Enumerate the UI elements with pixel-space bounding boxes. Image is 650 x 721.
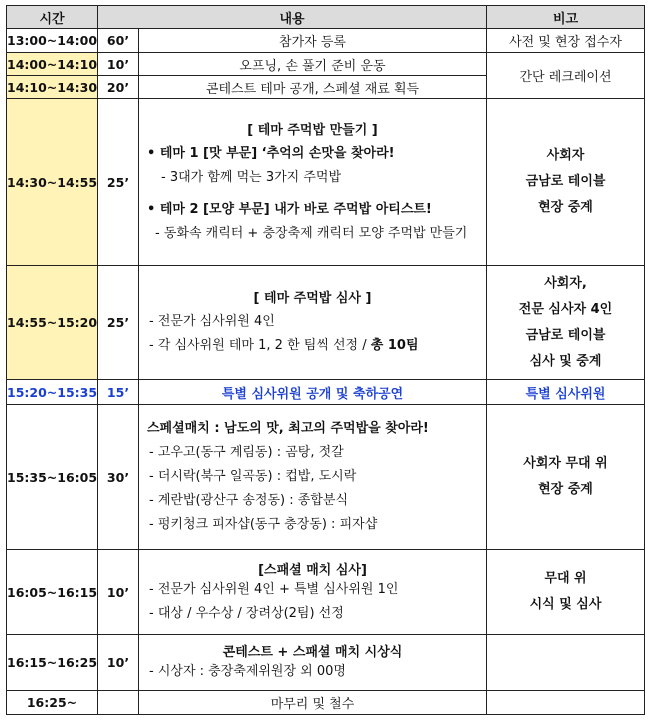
list-item: - 계란밥(광산구 송정동) : 종합분식 xyxy=(149,493,348,508)
content-cell: 콘테스트 테마 공개, 스페셜 재료 획득 xyxy=(139,76,487,99)
header-time: 시간 xyxy=(7,6,98,29)
duration-cell: 30’ xyxy=(98,405,139,550)
note-line: 현장 중계 xyxy=(538,482,593,497)
note-line: 시식 및 심사 xyxy=(529,597,602,612)
note-cell xyxy=(487,99,645,266)
section-heading: [스패셜 매치 심사] xyxy=(258,562,367,578)
detail-line: - 대상 / 우수상 / 장려상(2팀) 선정 xyxy=(149,605,344,621)
note-cell: 사전 및 현장 접수자 xyxy=(487,29,645,53)
note-line: 금남로 테이블 xyxy=(525,174,606,189)
detail-line xyxy=(147,334,478,358)
note-cell xyxy=(487,635,645,691)
theme-2-title: • 테마 2 [모양 부문] 내가 바로 주먹밥 아티스트! xyxy=(147,201,432,217)
table-row xyxy=(7,99,645,266)
time-cell: 14:10~14:30 xyxy=(7,76,98,99)
note-cell: 특별 심사위원 xyxy=(487,380,645,405)
list-item: - 더시락(북구 일곡동) : 컵밥, 도시락 xyxy=(149,469,357,484)
section-heading: 스페셜매치 : 남도의 맛, 최고의 주먹밥을 찾아라! xyxy=(147,421,429,436)
table-row xyxy=(7,29,645,53)
table-row xyxy=(7,635,645,691)
time-cell: 16:25~ xyxy=(7,691,98,715)
theme-1-detail: - 3대가 함께 먹는 3가지 주먹밥 xyxy=(161,169,342,185)
table-row xyxy=(7,550,645,635)
table-row xyxy=(7,53,645,76)
note-line: 사회자 xyxy=(546,148,585,163)
duration-cell: 20’ xyxy=(98,76,139,99)
duration-cell: 10’ xyxy=(98,635,139,691)
note-cell: 간단 레크레이션 xyxy=(487,53,645,99)
duration-cell: 10’ xyxy=(98,53,139,76)
table-row xyxy=(7,266,645,380)
time-cell: 14:00~14:10 xyxy=(7,53,98,76)
detail-line: - 전문가 심사위원 4인 + 특별 심사위원 1인 xyxy=(149,581,399,597)
detail-line: - 시상자 : 충장축제위원장 외 00명 xyxy=(149,664,346,679)
detail-line: - 전문가 심사위원 4인 xyxy=(149,314,275,329)
table-row xyxy=(7,380,645,405)
duration-cell: 60’ xyxy=(98,29,139,53)
team-count: 총 10팀 xyxy=(370,338,419,353)
time-cell: 16:05~16:15 xyxy=(7,550,98,635)
list-item: - 고우고(동구 계림동) : 곰탕, 젓갈 xyxy=(149,445,344,460)
header-content: 내용 xyxy=(98,6,487,29)
note-line: 전문 심사자 4인 xyxy=(518,301,613,317)
content-cell xyxy=(139,635,487,691)
note-line: 심사 및 중계 xyxy=(529,353,602,369)
note-line: 현장 중계 xyxy=(538,200,593,215)
table-row xyxy=(7,405,645,550)
content-cell xyxy=(139,405,487,550)
content-cell xyxy=(139,266,487,380)
duration-cell: 25’ xyxy=(98,266,139,380)
header-note: 비고 xyxy=(487,6,645,29)
content-cell: 마무리 및 철수 xyxy=(139,691,487,715)
content-cell: 특별 심사위원 공개 및 축하공연 xyxy=(139,380,487,405)
duration-cell: 15’ xyxy=(98,380,139,405)
time-cell: 15:35~16:05 xyxy=(7,405,98,550)
note-cell xyxy=(487,266,645,380)
content-cell xyxy=(139,550,487,635)
content-cell xyxy=(139,99,487,266)
time-cell: 14:30~14:55 xyxy=(7,99,98,266)
note-cell xyxy=(487,550,645,635)
header-row xyxy=(7,6,645,29)
note-line: 사회자 무대 위 xyxy=(523,456,608,471)
note-cell xyxy=(487,405,645,550)
note-line: 사회자, xyxy=(544,275,587,291)
theme-2-detail: - 동화속 캐릭터 + 충장축제 캐릭터 모양 주먹밥 만들기 xyxy=(155,225,468,241)
schedule-table xyxy=(6,5,645,715)
duration-cell xyxy=(98,691,139,715)
detail-text: - 각 심사위원 테마 1, 2 한 팀씩 선정 / xyxy=(149,338,371,353)
time-cell: 14:55~15:20 xyxy=(7,266,98,380)
section-heading: [ 테마 주먹밥 심사 ] xyxy=(253,291,372,306)
note-line: 금남로 테이블 xyxy=(525,327,606,343)
note-line: 무대 위 xyxy=(544,571,587,586)
time-cell: 13:00~14:00 xyxy=(7,29,98,53)
table-row xyxy=(7,691,645,715)
theme-1-title: • 테마 1 [맛 부문] ‘추억의 손맛을 찾아라! xyxy=(147,145,395,161)
content-cell: 오프닝, 손 풀기 준비 운동 xyxy=(139,53,487,76)
section-heading: [ 테마 주먹밥 만들기 ] xyxy=(247,122,378,138)
content-cell: 참가자 등록 xyxy=(139,29,487,53)
section-heading: 콘테스트 + 스패셜 매치 시상식 xyxy=(222,645,403,660)
duration-cell: 10’ xyxy=(98,550,139,635)
note-cell xyxy=(487,691,645,715)
time-cell: 15:20~15:35 xyxy=(7,380,98,405)
list-item: - 펑키청크 피자샵(동구 충장동) : 피자샵 xyxy=(149,517,378,532)
time-cell: 16:15~16:25 xyxy=(7,635,98,691)
duration-cell: 25’ xyxy=(98,99,139,266)
